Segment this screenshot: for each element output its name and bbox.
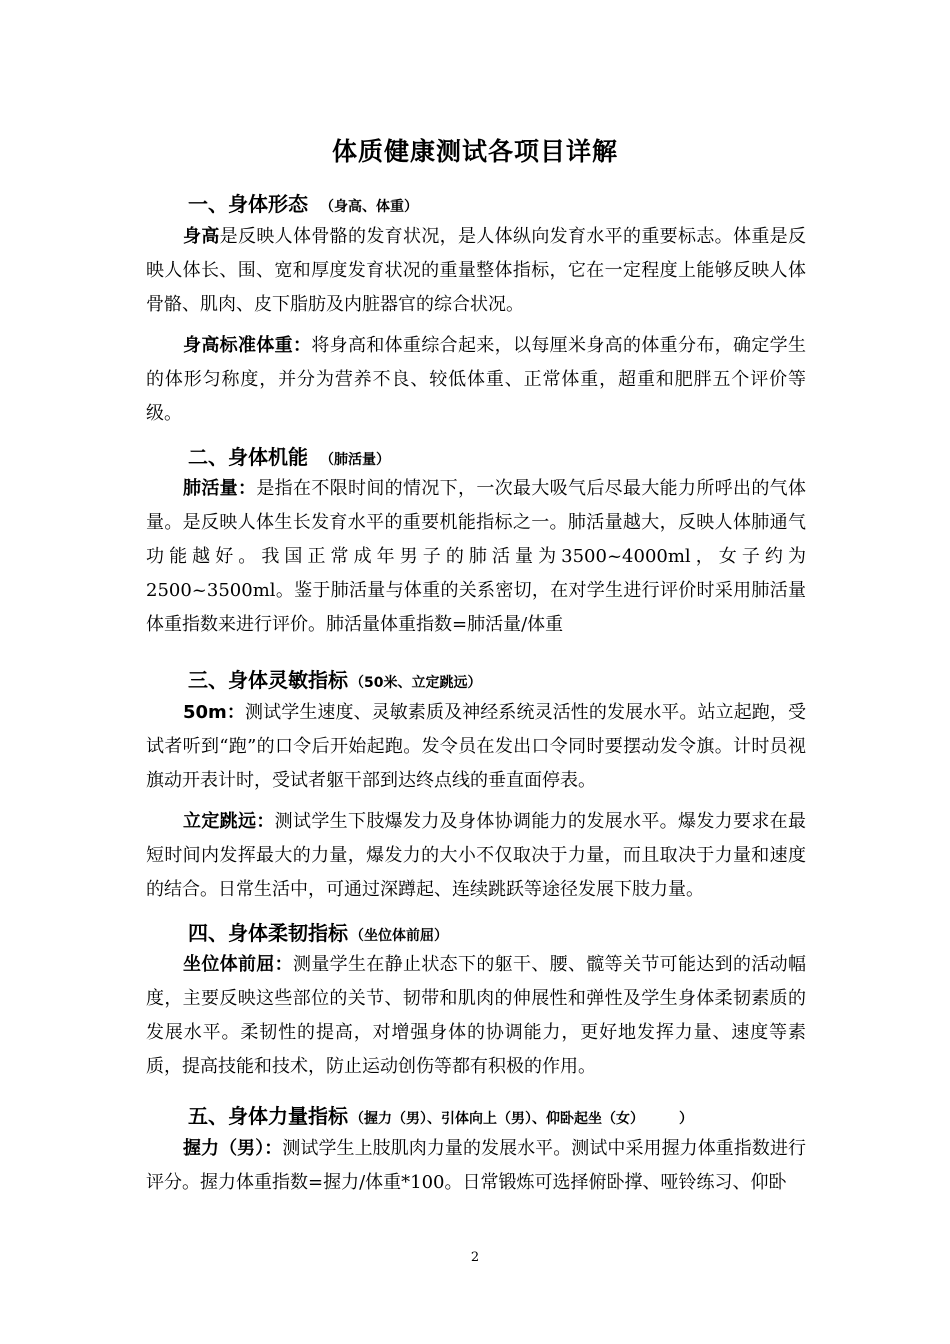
page-title: 体质健康测试各项目详解 xyxy=(331,137,618,166)
term: 握力（男）： xyxy=(183,1138,283,1159)
section-heading-sub: （握力（男）、引体向上（男）、仰卧起坐（女） ） xyxy=(350,1111,693,1127)
section-heading-sub: （坐位体前屈） xyxy=(350,928,448,944)
term: 身高标准体重： xyxy=(183,335,312,356)
paragraph-standard-weight xyxy=(146,329,806,431)
section-heading-1 xyxy=(188,188,418,217)
paragraph-long-jump xyxy=(146,805,806,907)
paragraph-text: 测试学生下肢爆发力及身体协调能力的发展水平。爆发力要求在最短时间内发挥最大的力量，爆发力的大小不仅取决于力量，而且取决于力量和速度的结合。日常生活中，可通过深蹲起、连续跳跃等途径发展下肢力量。 xyxy=(146,811,807,900)
section-heading-5 xyxy=(188,1100,693,1129)
paragraph-vital-capacity xyxy=(146,472,806,642)
paragraph-text: 测试学生速度、灵敏素质及神经系统灵活性的发展水平。站立起跑，受试者听到“跑”的口令后开始起跑。发令员在发出口令同时要摆动发令旗。计时员视旗动开表计时，受试者躯干部到达终点线的垂直面停表。 xyxy=(146,702,807,791)
term: 立定跳远： xyxy=(183,811,275,832)
section-heading-3 xyxy=(188,664,481,693)
section-heading-text: 一、身体形态 xyxy=(188,192,308,216)
paragraph-text: 测量学生在静止状态下的躯干、腰、髋等关节可能达到的活动幅度，主要反映这些部位的关节、韧带和肌肉的伸展性和弹性及学生身体柔韧素质的发展水平。柔韧性的提高，对增强身体的协调能力，更好地发挥力量、速度等素质，提高技能和技术，防止运动创伤等都有积极的作用。 xyxy=(146,954,806,1077)
paragraph-text: 是反映人体骨骼的发育状况，是人体纵向发育水平的重要标志。体重是反映人体长、围、宽和厚度发育状况的重量整体指标，它在一定程度上能够反映人体骨骼、肌肉、皮下脂肪及内脏器官的综合状况。 xyxy=(146,226,807,315)
section-heading-text: 四、身体柔韧指标 xyxy=(188,921,348,945)
section-heading-text: 五、身体力量指标 xyxy=(188,1104,348,1128)
section-heading-2 xyxy=(188,441,390,470)
section-heading-text: 二、身体机能 xyxy=(188,445,308,469)
page-number: 2 xyxy=(470,1250,480,1265)
term: 坐位体前屈： xyxy=(183,954,293,975)
section-heading-4 xyxy=(188,917,448,946)
section-heading-sub: （50米、立定跳远） xyxy=(350,675,482,691)
paragraph-text: 将身高和体重综合起来，以每厘米身高的体重分布，确定学生的体形匀称度，并分为营养不良、较低体重、正常体重，超重和肥胖五个评价等级。 xyxy=(146,335,807,424)
section-heading-sub: （身高、体重） xyxy=(320,199,418,215)
paragraph-grip-strength xyxy=(146,1132,806,1200)
paragraph-height xyxy=(146,220,806,322)
term: 50m： xyxy=(183,702,246,723)
paragraph-text: 是指在不限时间的情况下，一次最大吸气后尽最大能力所呼出的气体量。是反映人体生长发育水平的重要机能指标之一。肺活量越大，反映人体肺通气功能越好。我国正常成年男子的肺活量为3500~4000ml，女子约为2500~3500ml。鉴于肺活量与体重的关系密切，在对学生进行评价时采用肺活量体重指数来进行评价。肺活量体重指数=肺活量/体重 xyxy=(146,478,807,635)
section-heading-sub: （肺活量） xyxy=(320,452,390,468)
paragraph-50m xyxy=(146,696,806,798)
term: 身高 xyxy=(183,226,220,247)
section-heading-text: 三、身体灵敏指标 xyxy=(188,668,348,692)
paragraph-sit-and-reach xyxy=(146,948,806,1084)
paragraph-text: 测试学生上肢肌肉力量的发展水平。测试中采用握力体重指数进行评分。握力体重指数=握力/体重*100。日常锻炼可选择俯卧撑、哑铃练习、仰卧 xyxy=(146,1138,807,1193)
term: 肺活量： xyxy=(183,478,257,499)
